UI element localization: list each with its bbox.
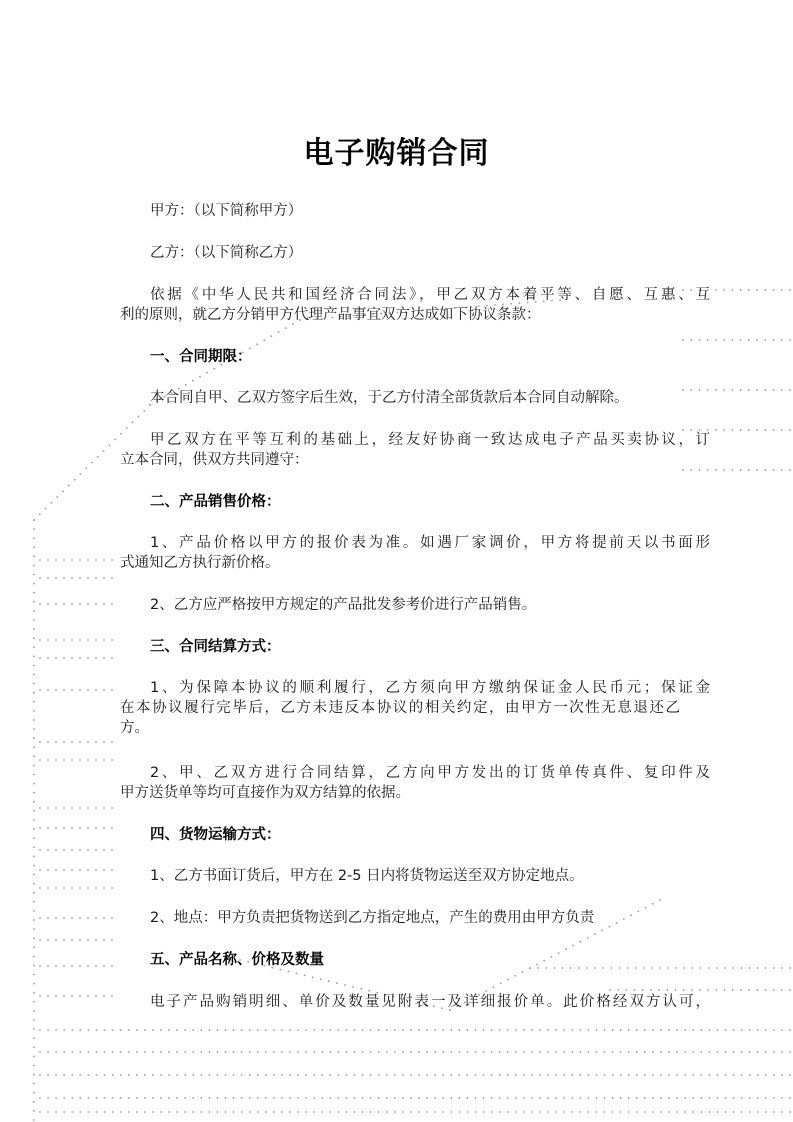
section-3-item-1-line-3: 方。: [120, 720, 149, 736]
section-2-item-1-line-2: 式通知乙方执行新价格。: [120, 555, 280, 571]
section-1-heading: 一、合同期限：: [150, 349, 252, 365]
section-4-item-2: 2、地点：甲方负责把货物送到乙方指定地点，产生的费用由甲方负责: [150, 910, 595, 926]
section-3-item-1-line-2: 在本协议履行完毕后，乙方未违反本协议的相关约定，由甲方一次性无息退还乙: [120, 700, 680, 716]
section-1-paragraph-1: 本合同自甲、乙双方签字后生效，于乙方付清全部货款后本合同自动解除。: [150, 390, 629, 406]
party-a-line: 甲方：（以下简称甲方）: [150, 203, 303, 219]
section-5-paragraph-1: 电子产品购销明细、单价及数量见附表一及详细报价单。此价格经双方认可，: [150, 994, 710, 1010]
section-2-item-2: 2、乙方应严格按甲方规定的产品批发参考价进行产品销售。: [150, 597, 537, 613]
section-4-heading: 四、货物运输方式：: [150, 827, 281, 843]
page-title: 电子购销合同: [303, 136, 490, 171]
section-1-paragraph-2-line-2: 立本合同，供双方共同遵守：: [120, 452, 309, 468]
section-1-paragraph-2-line-1: 甲乙双方在平等互利的基础上，经友好协商一致达成电子产品买卖协议，订: [150, 432, 710, 448]
section-3-item-2-line-1: 2、甲、乙双方进行合同结算，乙方向甲方发出的订货单传真件、复印件及: [150, 765, 710, 781]
section-3-item-1-line-1: 1、为保障本协议的顺利履行，乙方须向甲方缴纳保证金人民币元；保证金: [150, 680, 710, 696]
section-3-item-2-line-2: 甲方送货单等均可直接作为双方结算的依据。: [120, 785, 410, 801]
intro-line-2: 利的原则，就乙方分销甲方代理产品事宜双方达成如下协议条款：: [120, 307, 541, 323]
section-2-heading: 二、产品销售价格：: [150, 494, 281, 510]
section-2-item-1-line-1: 1、产品价格以甲方的报价表为准。如遇厂家调价，甲方将提前天以书面形: [150, 535, 710, 551]
section-3-heading: 三、合同结算方式：: [150, 639, 281, 655]
section-5-heading: 五、产品名称、价格及数量: [150, 952, 324, 968]
intro-line-1: 依据《中华人民共和国经济合同法》，甲乙双方本着平等、自愿、互惠、互: [150, 287, 710, 303]
section-4-item-1: 1、乙方书面订货后，甲方在 2-5 日内将货物运送至双方协定地点。: [150, 868, 584, 884]
party-b-line: 乙方：（以下简称乙方）: [150, 245, 303, 261]
